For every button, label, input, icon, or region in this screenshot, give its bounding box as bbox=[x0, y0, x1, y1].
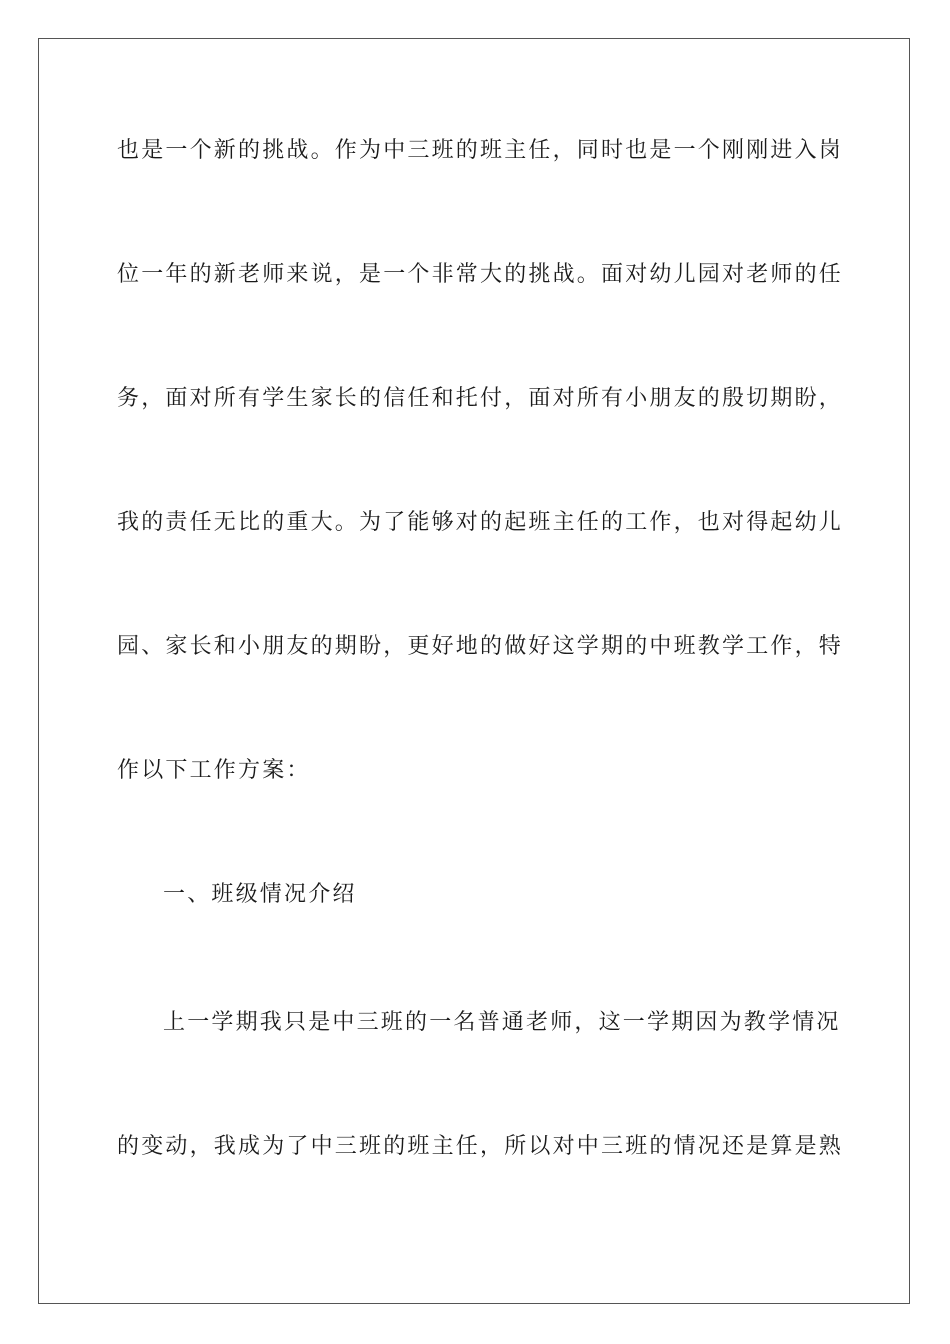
section-heading: 一、班级情况介绍 bbox=[163, 882, 357, 907]
paragraph-line: 作以下工作方案： bbox=[117, 758, 311, 783]
page-border bbox=[38, 38, 910, 1304]
paragraph-line: 的变动，我成为了中三班的班主任，所以对中三班的情况还是算是熟 bbox=[117, 1134, 844, 1159]
paragraph-line: 上一学期我只是中三班的一名普通老师，这一学期因为教学情况 bbox=[163, 1010, 841, 1035]
paragraph-line: 也是一个新的挑战。作为中三班的班主任，同时也是一个刚刚进入岗 bbox=[117, 138, 844, 163]
paragraph-line: 务，面对所有学生家长的信任和托付，面对所有小朋友的殷切期盼， bbox=[117, 386, 844, 411]
paragraph-line: 园、家长和小朋友的期盼，更好地的做好这学期的中班教学工作，特 bbox=[117, 634, 844, 659]
paragraph-line: 我的责任无比的重大。为了能够对的起班主任的工作，也对得起幼儿 bbox=[117, 510, 844, 535]
paragraph-line: 位一年的新老师来说，是一个非常大的挑战。面对幼儿园对老师的任 bbox=[117, 262, 844, 287]
